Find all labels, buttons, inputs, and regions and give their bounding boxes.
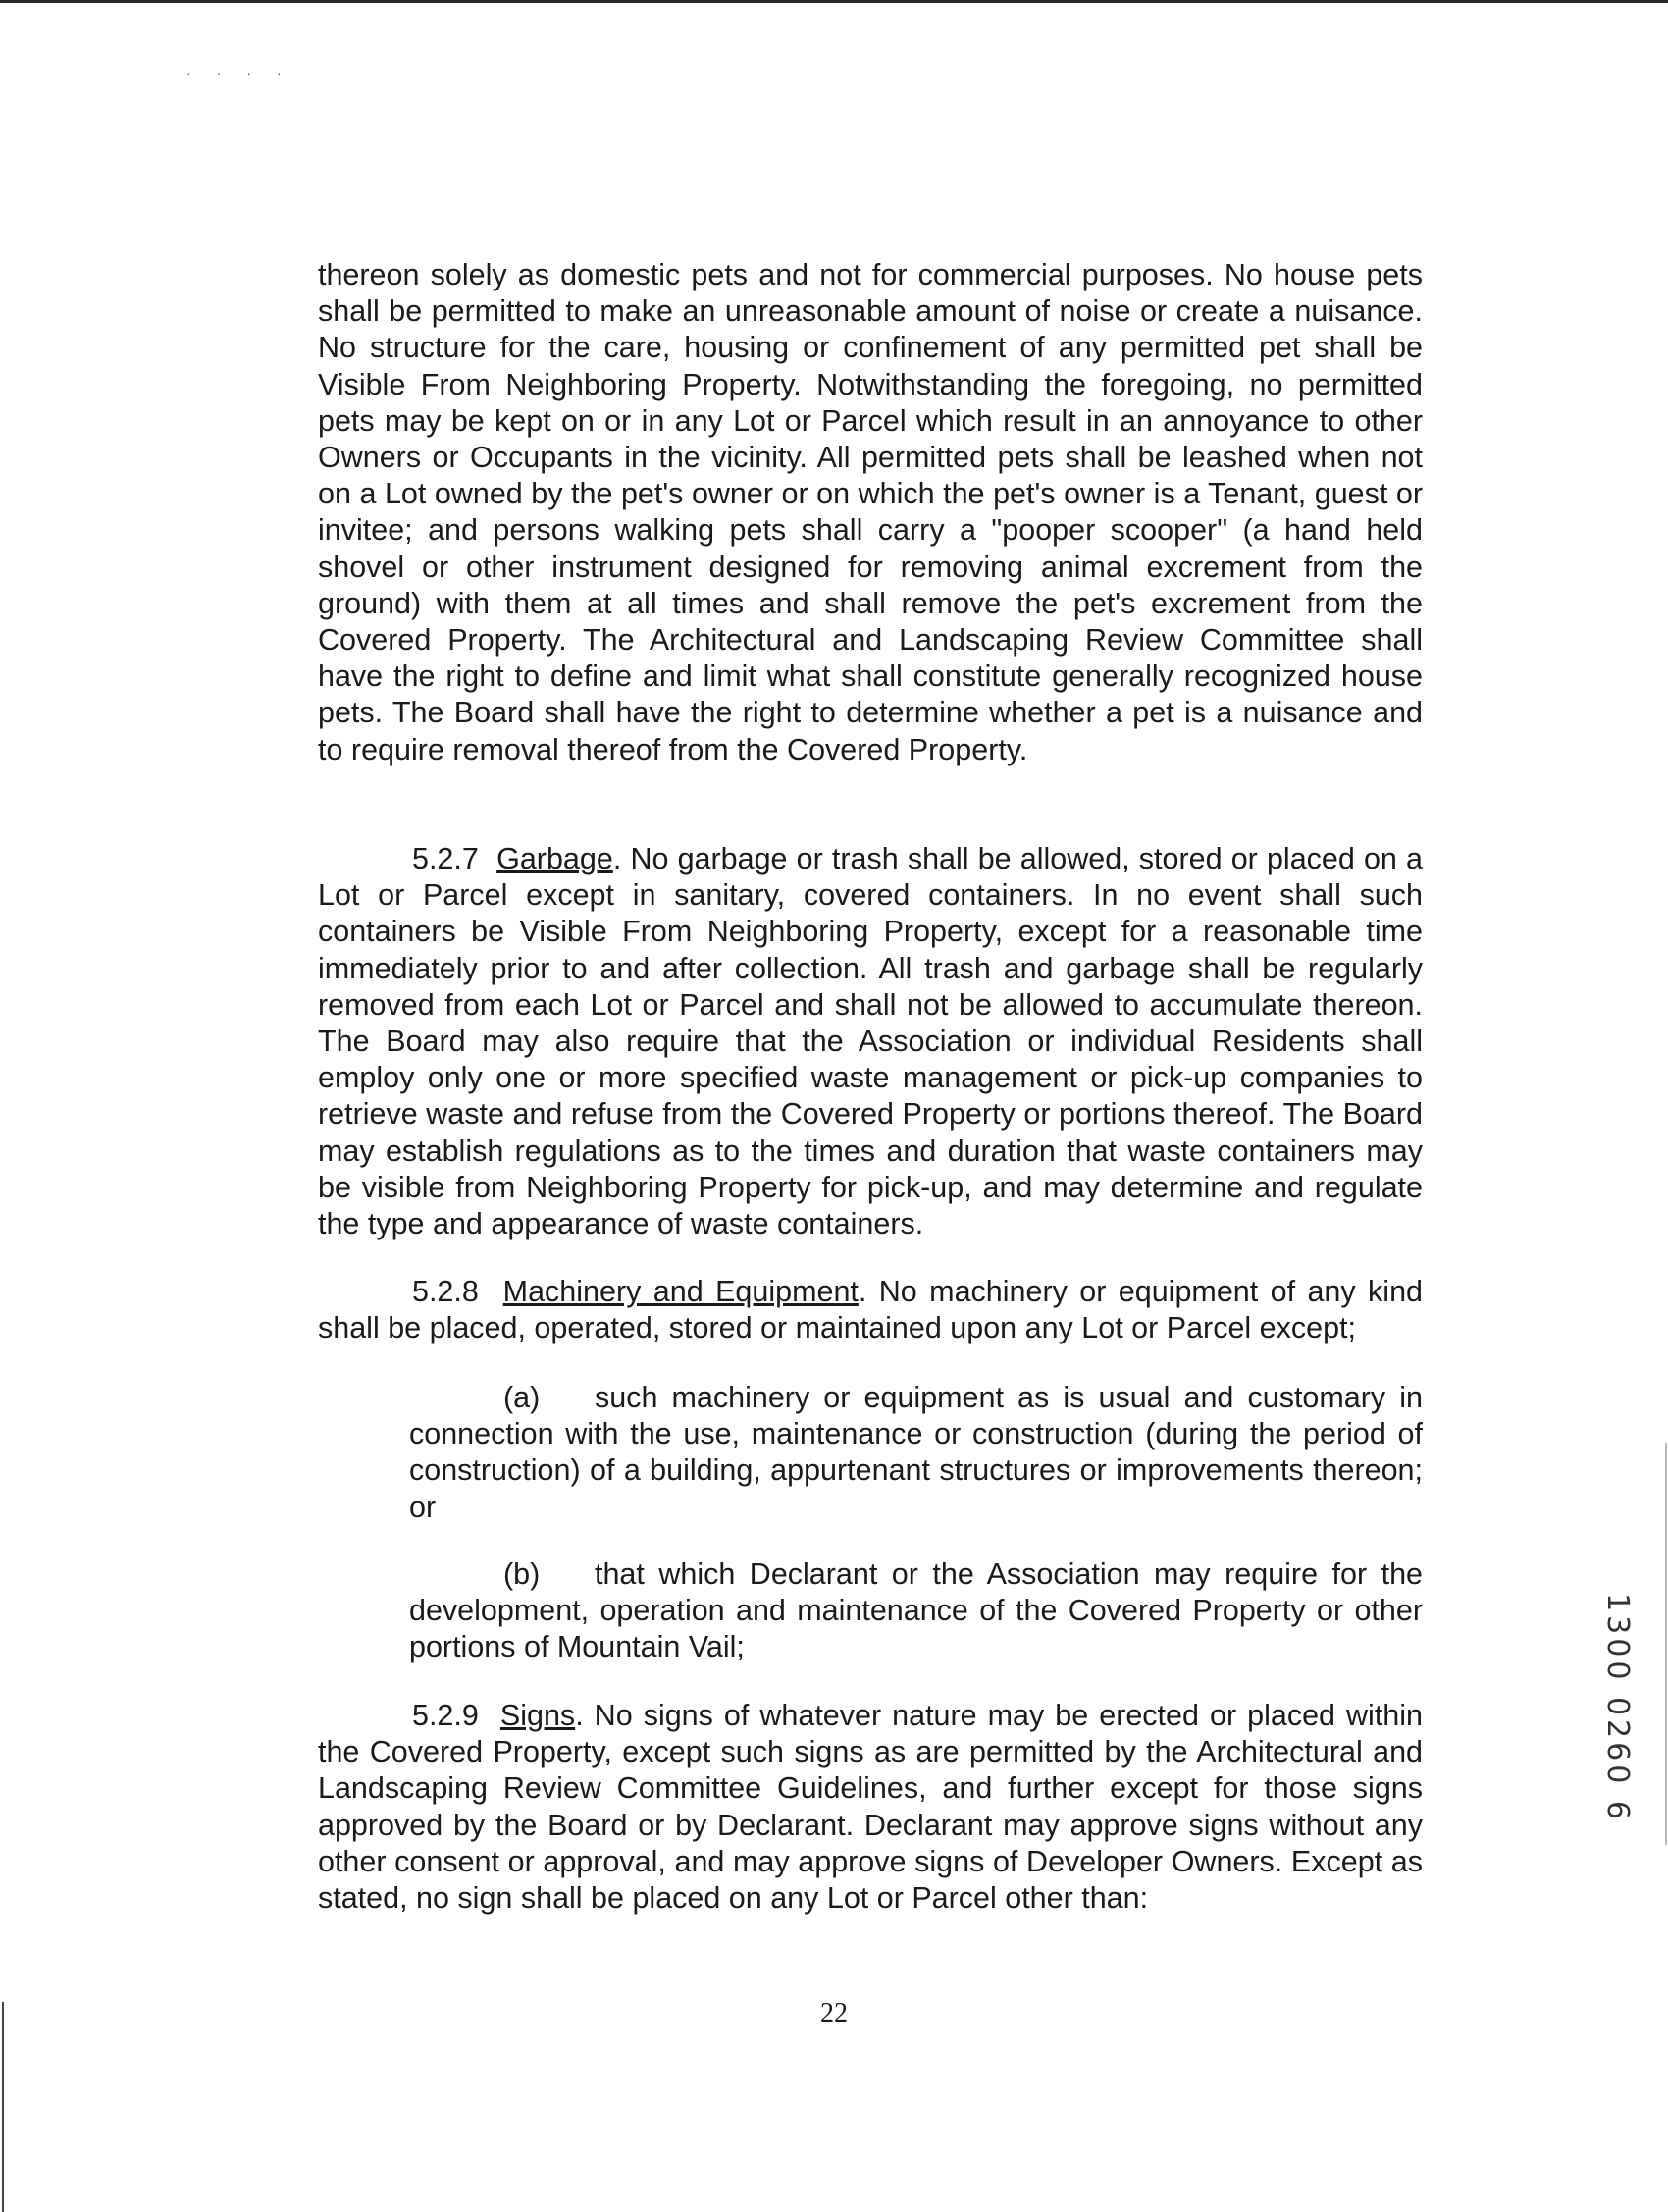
paragraph-text: thereon solely as domestic pets and not for commercial purposes. No house pets shall be permitted to make an unreasonable amount of noise or create a nuisance. No structure for the care, housing or confinement of any permitted pet shall be Visible From Neighboring Property. Notwithstanding the foregoing, no permitted pets may be kept on or in any Lot or Parcel which result in an annoyance to other Owners or Occupants in the vicinity. All permitted pets shall be leashed when not on a Lot owned by the pet's owner or on which the pet's owner is a Tenant, guest or invitee; and persons walking pets shall carry a "pooper scooper" (a hand held shovel or other instrument designed for removing animal excrement from the ground) with them at all times and shall remove the pet's excrement from the Covered Property. The Architectural and Landscaping Review Committee shall have the right to define and limit what shall constitute generally recognized house pets. The Board shall have the right to determine whether a pet is a nuisance and to require removal thereof from the Covered Property. — [318, 258, 1423, 766]
scan-specks: ·​·​·​· — [186, 65, 307, 80]
scan-right-edge — [1665, 1443, 1667, 1845]
section-heading-machinery: Machinery and Equipment — [502, 1275, 859, 1308]
section-5-2-8 — [318, 1274, 1423, 1346]
page-number: 22 — [820, 1998, 848, 2028]
list-item-a — [409, 1380, 1423, 1526]
scan-left-edge — [2, 2002, 4, 2212]
section-heading-garbage: Garbage — [496, 842, 613, 875]
margin-stamp-text: 1300 0260 6 — [1599, 1592, 1635, 1823]
list-item-text: such machinery or equipment as is usual and customary in connection with the use, maintenance or construction (during the period of construction) of a building, appurtenant structures or improvements thereon; or — [409, 1381, 1423, 1524]
list-item-text: that which Declarant or the Association may require for the development, operation and maintenance of the Covered Property or other portions of Mountain Vail; — [409, 1557, 1423, 1664]
section-body: . No garbage or trash shall be allowed, stored or placed on a Lot or Parcel except in sanitary, covered containers. In no event shall such containers be Visible From Neighboring Property, except for a reasonable time immediately prior to and after collection. All trash and garbage shall be regularly removed from each Lot or Parcel and shall not be allowed to accumulate thereon. The Board may also require that the Association or individual Residents shall employ only one or more specified waste management or pick-up companies to retrieve waste and refuse from the Covered Property or portions thereof. The Board may establish regulations as to the times and duration that waste containers may be visible from Neighboring Property for pick-up, and may determine and regulate the type and appearance of waste containers. — [318, 842, 1423, 1241]
section-body: . No machinery or equipment of any kind shall be placed, operated, stored or maintained upon any Lot or Parcel except; — [318, 1275, 1424, 1345]
scan-top-border — [0, 0, 1668, 3]
section-body: . No signs of whatever nature may be erected or placed within the Covered Property, except such signs as are permitted by the Architectural and Landscaping Review Committee Guidelines, and further except for those signs approved by the Board or by Declarant. Declarant may approve signs without any other consent or approval, and may approve signs of Developer Owners. Except as stated, no sign shall be placed on any Lot or Parcel other than: — [318, 1699, 1423, 1916]
section-number: 5.2.9 — [412, 1699, 479, 1732]
section-number: 5.2.7 — [412, 842, 479, 875]
margin-recording-stamp — [1597, 1570, 1637, 1845]
section-heading-signs: Signs — [499, 1699, 576, 1732]
paragraph-pets-continued — [318, 257, 1423, 768]
list-item-label: (a) — [503, 1381, 541, 1414]
list-item-b — [409, 1556, 1423, 1666]
section-5-2-7 — [318, 841, 1423, 1242]
section-5-2-9 — [318, 1698, 1423, 1917]
list-item-label: (b) — [503, 1557, 541, 1591]
section-number: 5.2.8 — [412, 1275, 479, 1308]
